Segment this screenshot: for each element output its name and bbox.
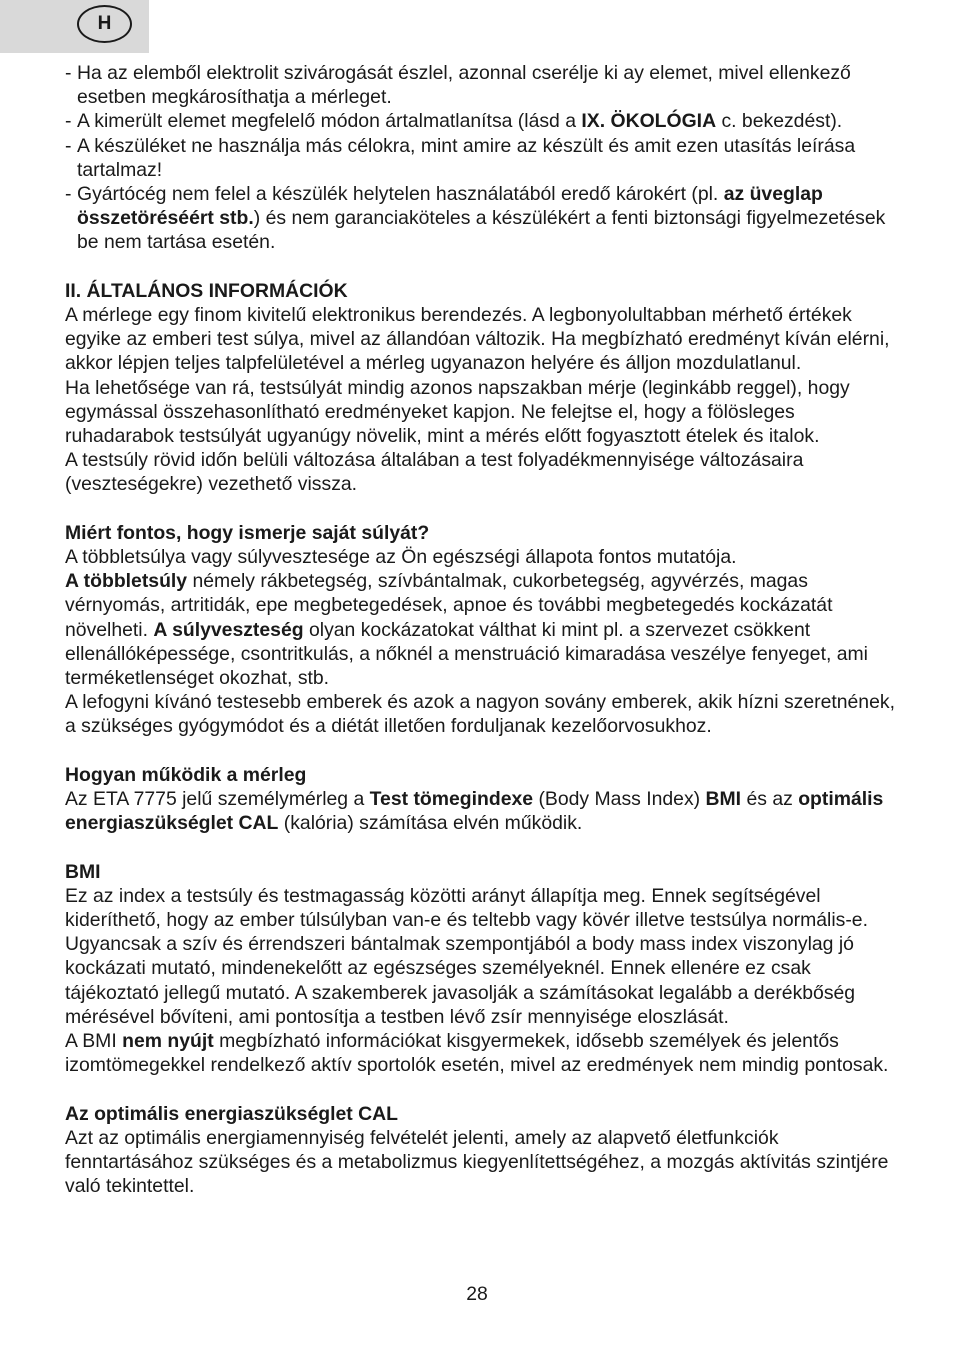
- paragraph: [65, 303, 895, 376]
- section-heading: Hogyan működik a mérleg: [65, 763, 307, 786]
- text-run: Az ETA 7775 jelű személymérleg a: [65, 788, 370, 811]
- text-run: és az: [741, 788, 799, 811]
- sections: [65, 255, 895, 1199]
- bold-text: az üveglap összetöréséért stb.: [77, 183, 823, 230]
- text-run: c. bekezdést).: [716, 110, 843, 133]
- bold-text: optimális energiaszükséglet CAL: [65, 788, 884, 835]
- bold-text: A többletsúly: [65, 570, 188, 593]
- text-run: A mérlege egy finom kivitelű elektronikus berendezés. A legbonyolultabban mérhető értékek egyike az emberi test súlya, mivel az állandóan változik. Ha megbízható eredményt kíván elérni, akkor lépjen teljes talpfelületével a mérleg ugyanazon helyére és álljon mozdulatlanul.: [65, 304, 890, 375]
- bold-text: A súlyveszteség: [153, 618, 304, 641]
- bold-text: BMI: [705, 788, 742, 811]
- paragraph: [65, 690, 895, 738]
- page-number: 28: [466, 1283, 488, 1305]
- bold-text: nem nyújt: [122, 1030, 214, 1053]
- paragraph: [65, 1029, 895, 1077]
- text-run: némely rákbetegség, szívbántalmak, cukorbetegség, agyvérzés, magas vérnyomás, artritidák, epe megbetegedések, apnoe és további megbetegedés kockázatát növelheti.: [65, 570, 833, 641]
- warning-list: [65, 61, 895, 255]
- section-heading: Miért fontos, hogy ismerje saját súlyát?: [65, 521, 430, 544]
- paragraph: [65, 376, 895, 449]
- dash-bullet: -: [65, 110, 72, 133]
- text-run: megbízható információkat kisgyermekek, idősebb személyek és jelentős izomtömegekkel rendelkező aktív sportolók esetén, mivel az eredmények nem mindig pontosak.: [65, 1030, 889, 1077]
- text-run: Azt az optimális energiamennyiség felvételét jelenti, amely az alapvető életfunkciók fenntartásához szükséges és a metabolizmus kiegyenlítettségéhez, a mozgás aktívitás szintjére való tekintettel.: [65, 1126, 889, 1198]
- text-run: (kalória) számítása elvén működik.: [278, 812, 583, 835]
- warning-item: [65, 61, 895, 109]
- dash-bullet: -: [65, 134, 72, 157]
- paragraph: [65, 448, 895, 496]
- warning-item: [65, 109, 895, 133]
- language-badge: H: [77, 5, 132, 43]
- bold-text: Test tömegindexe: [369, 788, 534, 811]
- text-run: Ha az elemből elektrolit szivárogását észlel, azonnal cserélje ki ay elemet, mivel ellenkező esetben megkárosíthatja a mérleget.: [77, 62, 851, 109]
- dash-bullet: -: [65, 62, 72, 84]
- text-run: Ha lehetősége van rá, testsúlyát mindig azonos napszakban mérje (leginkább reggel), hogy egymással összehasonlítható eredményeket kapjon. Ne felejtse el, hogy a fölösleges ruhadarabok testsúlyát ugyanúgy növelik, mint a mérés előtt fogyasztott ételek és italok.: [65, 376, 850, 448]
- text-run: (Body Mass Index): [533, 788, 706, 811]
- text-run: A lefogyni kívánó testesebb emberek és azok a nagyon sovány emberek, akik hízni szeretnének, a szükséges gyógymódot és a diétát illetően forduljanak kezelőorvosukhoz.: [65, 691, 895, 738]
- warning-item: [65, 182, 895, 255]
- paragraph: [65, 1126, 895, 1199]
- text-run: ) és nem garanciaköteles a készülékért a fenti biztonsági figyelmezetések be nem tartása esetén.: [77, 207, 886, 254]
- text-run: A készüléket ne használja más célokra, mint amire az készült és amit ezen utasítás leírása tartalmaz!: [77, 134, 856, 181]
- text-run: A többletsúlya vagy súlyvesztesége az Ön egészségi állapota fontos mutatója.: [65, 546, 737, 569]
- text-run: Gyártócég nem felel a készülék helytelen használatából eredő károkért (pl.: [77, 183, 724, 206]
- paragraph: [65, 545, 895, 569]
- page-content: [65, 61, 895, 1198]
- paragraph: [65, 569, 895, 690]
- section-heading: Az optimális energiaszükséglet CAL: [65, 1102, 398, 1125]
- dash-bullet: -: [65, 183, 72, 206]
- text-run: A BMI: [65, 1030, 123, 1053]
- section-heading: BMI: [65, 860, 101, 883]
- section-heading: II. ÁLTALÁNOS INFORMÁCIÓK: [65, 279, 348, 302]
- text-run: A kimerült elemet megfelelő módon ártalmatlanítsa (lásd a: [77, 110, 582, 133]
- text-run: A testsúly rövid időn belüli változása általában a test folyadékmennyisége változásaira (veszteségekre) vezethető vissza.: [65, 449, 804, 496]
- paragraph: [65, 884, 895, 1029]
- bold-text: IX. ÖKOLÓGIA: [581, 110, 717, 133]
- paragraph: [65, 787, 895, 835]
- text-run: Ez az index a testsúly és testmagasság közötti arányt állapítja meg. Ennek segítségével kideríthető, hogy az ember túlsúlyban van-e és teltebb vagy kövér illetve testsúlya normális-e. Ugyancsak a szív és érrendszeri bántalmak szempontjából a body mass index viszonylag jó kockázati mutató, mindenekelőtt az egészséges személyeknél. Ennek ellenére ez csak tájékoztató jellegű mutató. A szakemberek javasolják a számításokat legalább a derékbőség mérésével bővíteni, ami pontosítja a testben lévő zsír mennyisége eloszlását.: [65, 884, 868, 1028]
- text-run: olyan kockázatokat válthat ki mint pl. a szervezet csökkent ellenállóképessége, csontritkulás, a nőknél a menstruáció kimaradása veszélye fenyeget, ami terméketlenséget okozhat, stb.: [65, 618, 868, 690]
- language-tab: [0, 0, 149, 53]
- warning-item: [65, 134, 895, 182]
